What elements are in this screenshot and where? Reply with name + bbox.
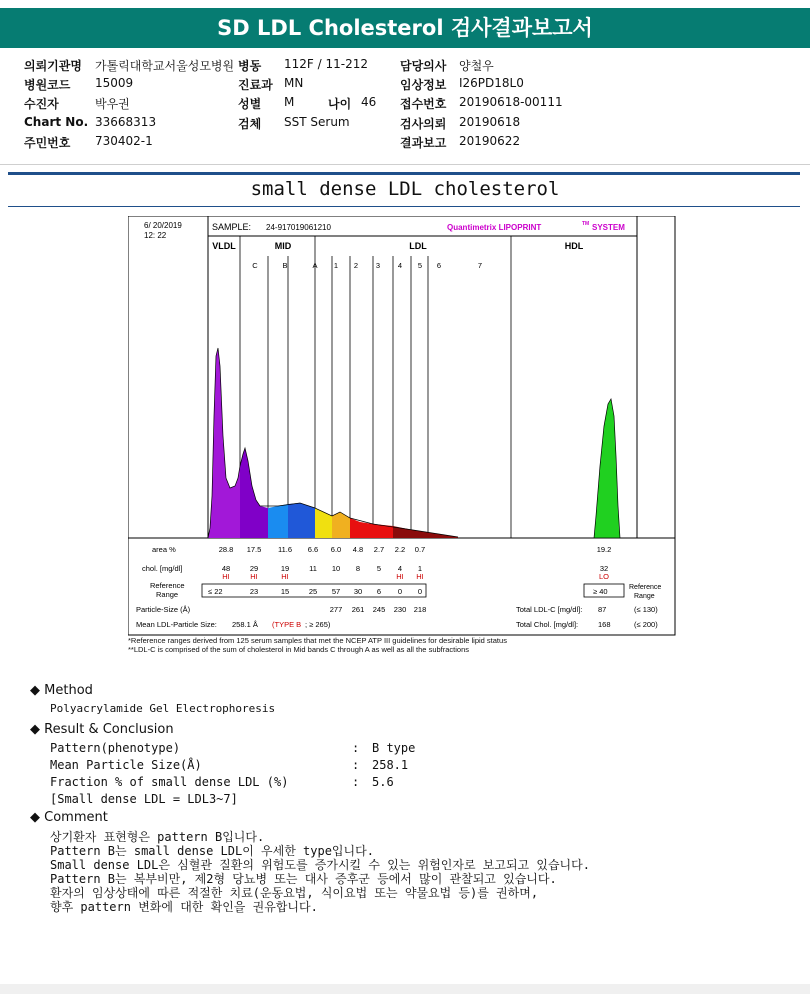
band-label: 7: [477, 261, 483, 270]
band-label: 3: [375, 261, 381, 270]
particle-value: 218: [413, 605, 427, 614]
info-value: 20190618-00111: [459, 95, 563, 109]
method-title: Method: [44, 683, 93, 698]
info-label: Chart No.: [24, 115, 89, 129]
area-value: 28.8: [218, 545, 234, 554]
info-label: 결과보고: [400, 136, 447, 150]
result-sep: :: [352, 758, 360, 772]
result-note: [Small dense LDL = LDL3~7]: [50, 792, 238, 806]
chol-value: 8: [355, 564, 361, 573]
total-chol-value: 168: [598, 620, 611, 629]
divider: [0, 164, 810, 165]
report-header: SD LDL Cholesterol 검사결과보고서: [0, 8, 810, 48]
chol-value: 29: [249, 564, 259, 573]
info-label: 담당의사: [400, 59, 447, 73]
info-value: 양철우: [459, 59, 494, 73]
band-label: C: [252, 261, 258, 270]
flag-value: HI: [281, 572, 289, 581]
ref-row-label: Reference: [150, 581, 185, 590]
total-ldl-value: 87: [598, 605, 607, 614]
info-value: 가톨릭대학교서울성모병원: [95, 59, 235, 73]
info-label: 주민번호: [24, 136, 71, 150]
chol-value: 19: [280, 564, 290, 573]
ref-right-label: Range: [634, 593, 655, 600]
ref-value: 57: [331, 587, 341, 596]
area-value: 19.2: [596, 545, 612, 554]
total-ldl-label: Total LDL-C [mg/dl]:: [516, 605, 583, 614]
area-value: 6.6: [307, 545, 319, 554]
flag-value: HI: [416, 572, 424, 581]
area-value: 17.5: [246, 545, 262, 554]
ref-value: 6: [376, 587, 382, 596]
result-sep: :: [352, 741, 360, 755]
brand-suffix: SYSTEM: [592, 223, 625, 232]
comment-line: 상기환자 표현형은 pattern B입니다.: [50, 830, 265, 844]
chol-value: 5: [376, 564, 382, 573]
chol-value: 48: [221, 564, 231, 573]
band-label: 4: [397, 261, 403, 270]
band-label: 1: [333, 261, 339, 270]
info-value: M: [284, 95, 295, 109]
chol-value: 4: [397, 564, 403, 573]
particle-value: 261: [351, 605, 365, 614]
comment-line: Pattern B는 복부비만, 제2형 당뇨병 또는 대사 증후군 등에서 많이 관찰되고 있습니다.: [50, 872, 557, 886]
flag-value: HI: [396, 572, 404, 581]
total-chol-label: Total Chol. [mg/dl]:: [516, 620, 579, 629]
mean-label: Mean LDL-Particle Size:: [136, 620, 217, 629]
result-title: Result & Conclusion: [44, 722, 174, 737]
result-value: 258.1: [372, 758, 409, 772]
area-value: 2.2: [394, 545, 406, 554]
ref-value: 0: [417, 587, 423, 596]
method-heading: [30, 683, 93, 698]
band-label: 6: [436, 261, 442, 270]
ref-hdl: ≥ 40: [593, 587, 608, 596]
ref-row-label: Range: [156, 590, 179, 599]
info-label: 의뢰기관명: [24, 59, 82, 73]
mid-a-peak: [288, 503, 315, 538]
result-value: 5.6: [372, 775, 394, 789]
footnote: *Reference ranges derived from 125 serum samples that met the NCEP ATP III guidelines for desirable lipid status: [128, 636, 507, 645]
area-value: 4.8: [352, 545, 364, 554]
patient-info: [0, 55, 810, 163]
area-value: 2.7: [373, 545, 385, 554]
chol-value: 11: [309, 564, 317, 573]
result-value: B type: [372, 741, 416, 755]
ref-value: 15: [280, 587, 290, 596]
ref-value: 25: [308, 587, 318, 596]
sample-id: 24-917019061210: [266, 223, 331, 232]
group-label-vldl: VLDL: [212, 241, 236, 251]
result-heading: [30, 722, 174, 737]
group-label-hdl: HDL: [564, 241, 584, 251]
lipoprint-report: [128, 216, 676, 636]
brand-name: Quantimetrix LIPOPRINT: [447, 223, 542, 232]
comment-line: Small dense LDL은 심혈관 질환의 위험도를 증가시킬 수 있는 위험인자로 보고되고 있습니다.: [50, 858, 590, 872]
report-date: 6/ 20/2019: [144, 221, 182, 230]
method-text: Polyacrylamide Gel Electrophoresis: [50, 702, 276, 715]
info-label: 임상정보: [400, 78, 447, 92]
info-label: 수진자: [24, 97, 59, 111]
chol-value: 32: [599, 564, 609, 573]
result-label: Pattern(phenotype): [50, 741, 181, 755]
info-label: 병동: [238, 59, 262, 73]
result-label: Fraction % of small dense LDL (%): [50, 775, 289, 789]
flag-value: LO: [598, 572, 610, 581]
comment-line: Pattern B는 small dense LDL이 우세한 type입니다.: [50, 844, 374, 858]
footnote: **LDL-C is comprised of the sum of cholesterol in Mid bands C through A as well as all the subfractions: [128, 645, 470, 654]
particle-value: 245: [372, 605, 386, 614]
group-label-ldl: LDL: [409, 241, 427, 251]
sample-label: SAMPLE:: [212, 222, 252, 232]
group-label-mid: MID: [274, 241, 292, 251]
result-sep: :: [352, 775, 360, 789]
band-label: B: [282, 261, 288, 270]
flag-value: HI: [222, 572, 230, 581]
info-value: 20190618: [459, 115, 521, 129]
total-chol-ref: (≤ 200): [634, 620, 658, 629]
info-label: 병원코드: [24, 78, 71, 92]
area-value: 0.7: [414, 545, 426, 554]
info-value: 33668313: [95, 115, 157, 129]
particle-row-label: Particle-Size (Å): [136, 605, 191, 614]
info-value: 46: [361, 95, 377, 109]
diamond-icon: ◆: [30, 683, 40, 698]
chol-value: 1: [417, 564, 423, 573]
info-value: 20190622: [459, 134, 521, 148]
info-label: 나이: [328, 97, 352, 111]
info-label: 접수번호: [400, 97, 447, 111]
area-value: 6.0: [330, 545, 342, 554]
divider: [8, 206, 800, 207]
band-label: 5: [417, 261, 423, 270]
bottom-bar: [0, 984, 810, 994]
band-label: A: [312, 261, 318, 270]
comment-line: 향후 pattern 변화에 대한 확인을 권유합니다.: [50, 900, 318, 914]
info-label: 성별: [238, 97, 262, 111]
ref-vldl: ≤ 22: [208, 587, 223, 596]
brand-tm: TM: [582, 221, 590, 227]
info-label: 검체: [238, 117, 262, 131]
ref-right-label: Reference: [629, 584, 662, 591]
area-value: 11.6: [277, 545, 293, 554]
ldl4-peak: [373, 524, 393, 538]
report-time: 12: 22: [144, 231, 167, 240]
particle-value: 277: [329, 605, 343, 614]
mean-value: 258.1 Å: [232, 620, 258, 629]
particle-value: 230: [393, 605, 407, 614]
comment-title: Comment: [44, 810, 108, 825]
divider: [8, 172, 800, 175]
info-label: 진료과: [238, 78, 273, 92]
section-title: small dense LDL cholesterol: [250, 178, 560, 200]
info-value: 730402-1: [95, 134, 153, 148]
info-value: I26PD18L0: [459, 76, 524, 90]
info-value: SST Serum: [284, 115, 350, 129]
info-value: 박우권: [95, 97, 130, 111]
ref-value: 30: [353, 587, 363, 596]
comment-line: 환자의 임상상태에 따른 적절한 치료(운동요법, 식이요법 또는 약물요법 등)를 권하며,: [50, 886, 539, 900]
ref-value: 23: [249, 587, 259, 596]
area-row-label: area %: [152, 545, 176, 554]
mean-type: (TYPE B: [272, 620, 302, 629]
comment-heading: [30, 810, 108, 825]
info-value: 15009: [95, 76, 134, 90]
ref-value: 0: [397, 587, 403, 596]
chol-value: 10: [331, 564, 341, 573]
info-value: MN: [284, 76, 304, 90]
chol-row-label: chol. [mg/dl]: [142, 564, 183, 573]
flag-value: HI: [250, 572, 258, 581]
mean-ref: ; ≥ 265): [305, 620, 331, 629]
info-label: 검사의뢰: [400, 117, 447, 131]
diamond-icon: ◆: [30, 722, 40, 737]
diamond-icon: ◆: [30, 810, 40, 825]
info-value: 112F / 11-212: [284, 57, 368, 71]
footnotes: [128, 636, 507, 654]
result-label: Mean Particle Size(Å): [50, 758, 202, 772]
band-label: 2: [353, 261, 359, 270]
mid-b-peak: [268, 504, 288, 538]
total-ldl-ref: (≤ 130): [634, 605, 658, 614]
